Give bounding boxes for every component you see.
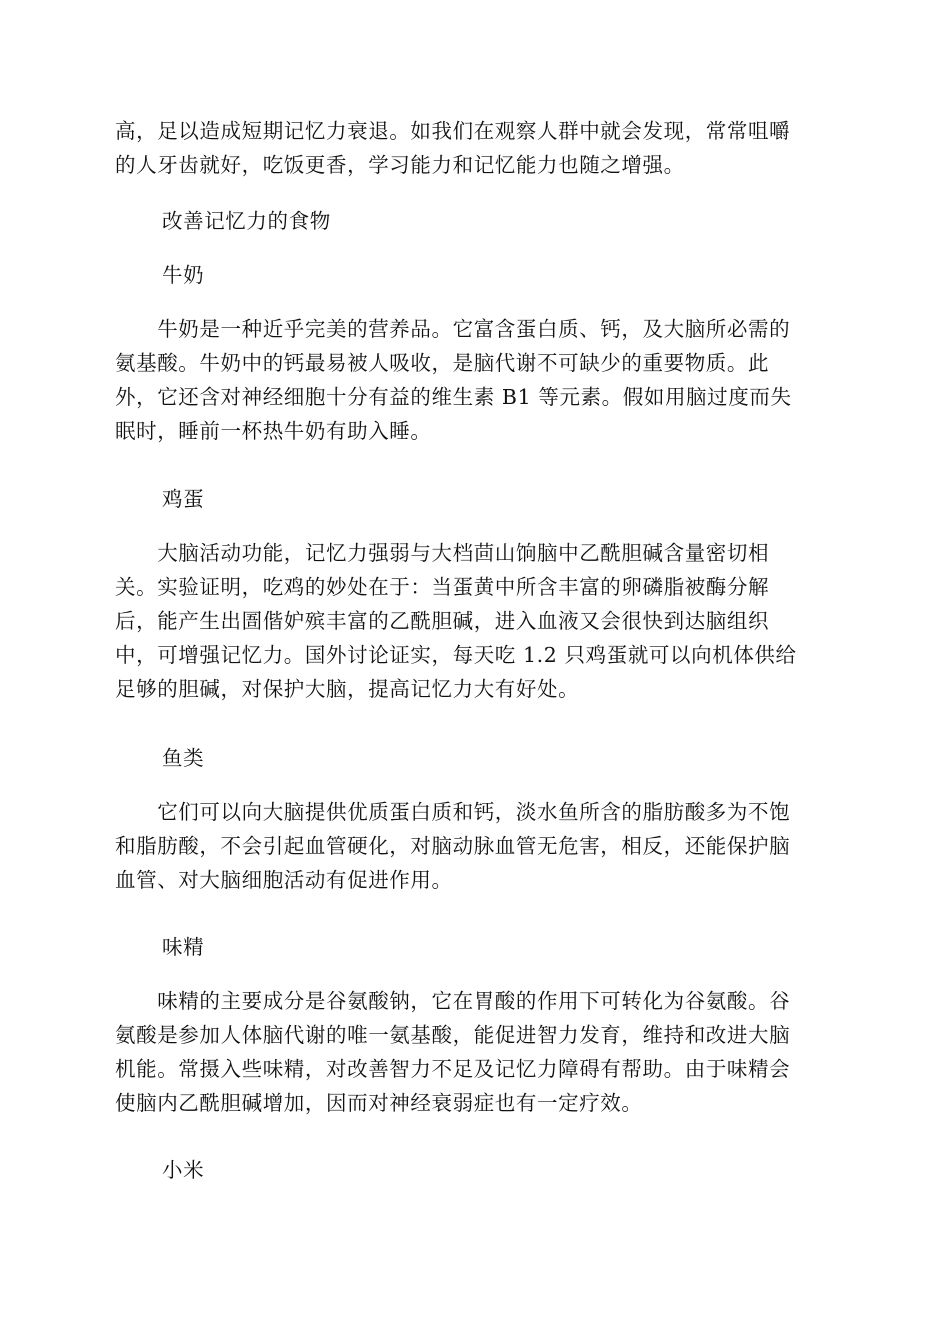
heading-milk: 牛奶: [162, 263, 205, 287]
heading-msg: 味精: [162, 935, 205, 959]
paragraph-msg: 味精的主要成分是谷氨酸钠，它在胃酸的作用下可转化为谷氨酸。谷 氨酸是参加人体脑代谢的唯一氨基酸，能促进智力发育，维持和改进大脑 机能。常摄入些味精，对改善智力不足及记忆力障碍有帮助。由于味精会 使脑内乙酰胆碱增加，因而对神经衰弱症也有一定疗效。: [115, 989, 791, 1115]
paragraph-egg: 大脑活动功能，记忆力强弱与大档茴山饷脑中乙酰胆碱含量密切相 关。实验证明，吃鸡的妙处在于：当蛋黄中所含丰富的卵磷脂被酶分解 后，能产生出圄偕妒殡丰富的乙酰胆碱，进入血液又会很快到达脑组织 中，可增强记忆力。国外讨论证实，每天吃 1.2 只鸡蛋就可以向机体供给 足够的胆碱，对保护大脑，提高记忆力大有好处。: [115, 541, 797, 701]
paragraph-milk: 牛奶是一种近乎完美的营养品。它富含蛋白质、钙，及大脑所必需的 氨基酸。牛奶中的钙最易被人吸收，是脑代谢不可缺少的重要物质。此 外，它还含对神经细胞十分有益的维生素 B1 等元素。假如用脑过度而失 眠时，睡前一杯热牛奶有助入睡。: [115, 317, 792, 443]
paragraph-fish: 它们可以向大脑提供优质蛋白质和钙，淡水鱼所含的脂肪酸多为不饱 和脂肪酸，不会引起血管硬化，对脑动脉血管无危害，相反，还能保护脑 血管、对大脑细胞活动有促进作用。: [115, 800, 791, 892]
intro-paragraph: 高，足以造成短期记忆力衰退。如我们在观察人群中就会发现，常常咀嚼 的人牙齿就好，吃饭更香，学习能力和记忆能力也随之增强。: [115, 119, 791, 177]
section-title: 改善记忆力的食物: [162, 209, 331, 233]
heading-egg: 鸡蛋: [162, 487, 205, 511]
heading-fish: 鱼类: [162, 746, 205, 770]
heading-millet: 小米: [162, 1158, 205, 1182]
